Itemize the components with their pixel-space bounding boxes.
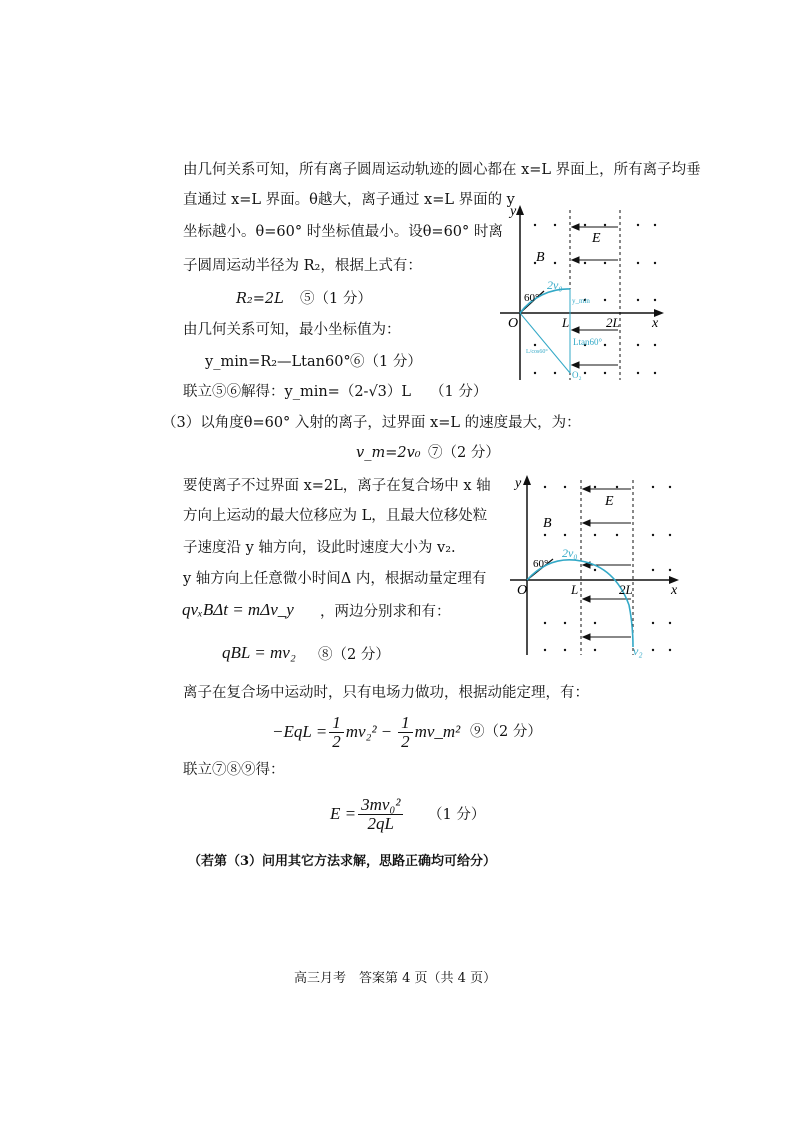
eq9-frac-b: $\frac{1}{2}$	[398, 714, 413, 751]
fig1-tick-2l: 2L	[606, 315, 620, 330]
eq9-term2: mv_m²	[414, 722, 461, 741]
para3-line2: 方向上运动的最大位移应为 L，且最大位移处粒	[183, 508, 488, 524]
eq-final-mark: （1 分）	[428, 807, 486, 823]
fig2-angle: 60°	[533, 558, 549, 570]
para2: 由几何关系可知，最小坐标值为：	[183, 322, 401, 338]
fig2-origin: O	[517, 583, 528, 598]
eq9-lhs: −EqL =	[272, 722, 328, 741]
fig2-axis-x: x	[671, 583, 678, 598]
fig2-dots	[544, 486, 671, 651]
fig2-velocity: 2v₀	[562, 546, 578, 560]
para1-line4: 子圆周运动半径为 R₂，根据上式有：	[183, 258, 422, 274]
combine1-mark: （1 分）	[430, 384, 488, 400]
fig2-label-v2: v₂	[633, 644, 643, 658]
eq8-mark: ⑧（2 分）	[318, 647, 390, 663]
eq9-mark: ⑨（2 分）	[470, 724, 542, 740]
fig1-axis-y: y	[510, 204, 517, 219]
eq9-term1: mv₂²	[345, 722, 377, 741]
eq-momentum: qvₓBΔt = mΔv_y	[182, 600, 294, 619]
eq6-formula: y_min=R₂—Ltan60°	[205, 354, 351, 370]
para3-line3: 子速度沿 y 轴方向，设此时速度大小为 v₂.	[183, 540, 456, 556]
fig1-axis-x: x	[652, 316, 659, 331]
footer: 高三月考 答案第 4 页（共 4 页）	[294, 971, 497, 986]
note: （若第（3）问用其它方法求解，思路正确均可给分）	[188, 854, 497, 869]
eq5-mark: ⑤（1 分）	[300, 291, 372, 307]
fig2-tick-l: L	[571, 582, 579, 597]
fig1-field-b: B	[536, 250, 545, 265]
fig2-field-b: B	[543, 516, 552, 531]
fig2-axis-y: y	[515, 476, 522, 491]
fig1-origin: O	[508, 316, 519, 331]
eq9-frac-a: $\frac{1}{2}$	[329, 714, 344, 751]
eq8-formula: qBL = mv₂	[222, 643, 296, 662]
combine2: 联立⑦⑧⑨得：	[183, 762, 285, 778]
para1-line2: 直通过 x=L 界面。θ越大，离子通过 x=L 界面的 y	[183, 192, 515, 208]
fig1-label-ymin: y_min	[572, 297, 590, 305]
fig1-tick-l: L	[562, 315, 570, 330]
figure2	[505, 475, 685, 660]
para4: 离子在复合场中运动时，只有电场力做功，根据动能定理，有：	[183, 685, 589, 701]
eq-final	[330, 792, 405, 836]
para3-line4: y 轴方向上任意微小时间Δ 内，根据动量定理有	[183, 571, 487, 587]
eq-final-frac: $\frac{\text{3mv₀²}}{2qL}$	[358, 796, 403, 833]
fig1-label-frac: L/cos60°	[526, 349, 548, 355]
eq5-formula: R₂=2L	[236, 291, 284, 307]
fig1-y-arrow-icon	[516, 205, 524, 215]
para1-line1: 由几何关系可知，所有离子圆周运动轨迹的圆心都在 x=L 界面上，所有离子均垂	[183, 162, 701, 178]
combine1-text: 联立⑤⑥解得：y_min=（2-√3）L	[183, 384, 412, 400]
figure1	[490, 205, 665, 385]
eq7-mark: ⑦（2 分）	[428, 445, 500, 461]
para3-line5-suffix: ，两边分别求和有：	[320, 604, 451, 620]
fig2-trajectory	[527, 560, 633, 647]
eq7-formula: v_m=2v₀	[356, 445, 421, 461]
para1-line3: 坐标越小。θ=60° 时坐标值最小。设θ=60° 时离	[183, 224, 503, 240]
fig2-field-e: E	[605, 494, 614, 509]
fig1-label-ltan: Ltan60°	[573, 337, 603, 347]
eq9-minus: −	[380, 722, 393, 741]
fig1-angle: 60°	[524, 292, 540, 304]
fig2-tick-2l: 2L	[619, 582, 633, 597]
fig1-field-e: E	[592, 231, 601, 246]
para3-line1: 要使离子不过界面 x=2L，离子在复合场中 x 轴	[183, 478, 491, 494]
fig2-y-arrow-icon	[523, 475, 531, 485]
fig1-label-center: O₂	[572, 370, 582, 380]
eq9	[272, 712, 460, 752]
eq6-mark: ⑥（1 分）	[350, 354, 422, 370]
fig1-velocity: 2v₀	[547, 278, 563, 292]
part3-line: （3）以角度θ=60° 入射的离子，过界面 x=L 的速度最大，为：	[162, 415, 581, 431]
eq-final-lhs: E =	[330, 804, 357, 823]
